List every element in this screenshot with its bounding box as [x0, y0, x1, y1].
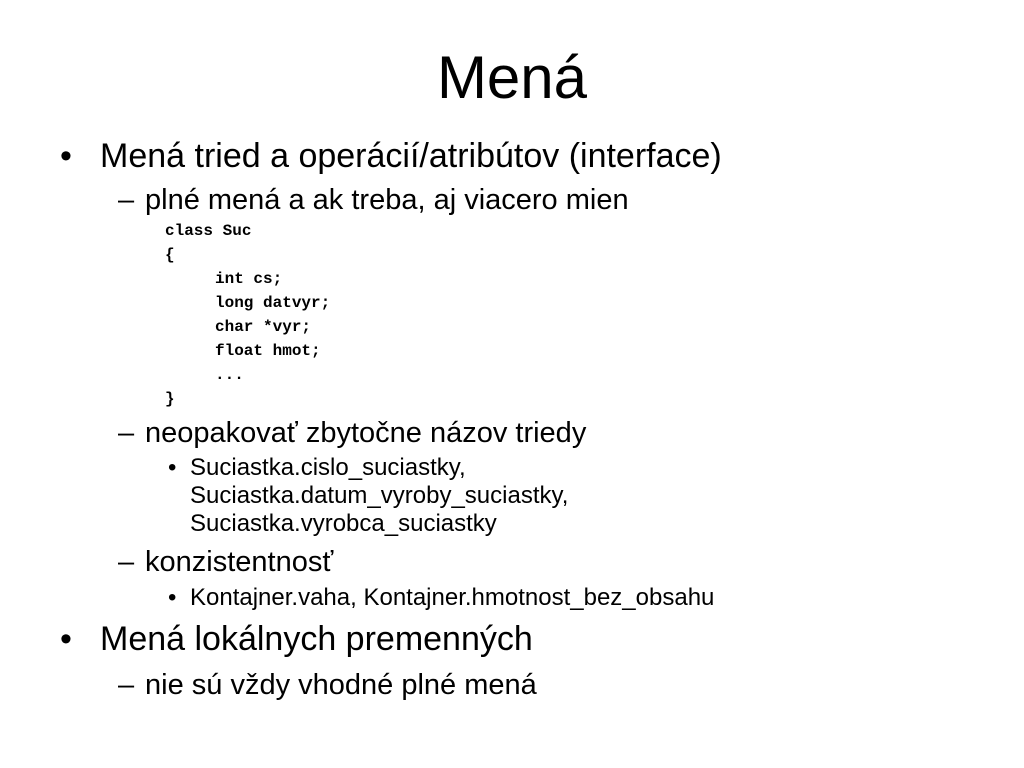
slide-title: Mená — [436, 44, 588, 111]
code-line: { — [165, 246, 175, 264]
sub-sub-bullet-text: Suciastka.datum_vyroby_suciastky, — [190, 482, 569, 509]
code-line: class Suc — [165, 222, 252, 240]
sub-bullet-text: plné mená a ak treba, aj viacero mien — [145, 184, 629, 216]
code-line: int cs; — [215, 270, 283, 288]
sub-bullet-text: konzistentnosť — [145, 546, 334, 578]
code-line: long datvyr; — [215, 294, 331, 312]
sub-sub-bullet-text: Suciastka.vyrobca_suciastky — [190, 510, 497, 537]
sub-sub-bullet-text: Suciastka.cislo_suciastky, — [190, 454, 466, 481]
sub-bullet-text: nie sú vždy vhodné plné mená — [145, 669, 537, 701]
bullet-marker: • — [168, 584, 177, 611]
bullet-marker: • — [60, 137, 72, 175]
dash-marker: – — [118, 669, 135, 701]
bullet-text: Mená tried a operácií/atribútov (interface) — [100, 137, 722, 175]
code-line: char *vyr; — [215, 318, 312, 336]
code-line: ... — [215, 366, 244, 384]
code-line: float hmot; — [215, 342, 321, 360]
dash-marker: – — [118, 184, 135, 216]
bullet-marker: • — [60, 620, 72, 658]
code-line: } — [165, 390, 175, 408]
bullet-text: Mená lokálnych premenných — [100, 620, 533, 658]
dash-marker: – — [118, 546, 135, 578]
sub-sub-bullet-text: Kontajner.vaha, Kontajner.hmotnost_bez_obsahu — [190, 584, 715, 611]
bullet-marker: • — [168, 454, 177, 481]
sub-bullet-text: neopakovať zbytočne názov triedy — [145, 417, 587, 449]
dash-marker: – — [118, 417, 135, 449]
